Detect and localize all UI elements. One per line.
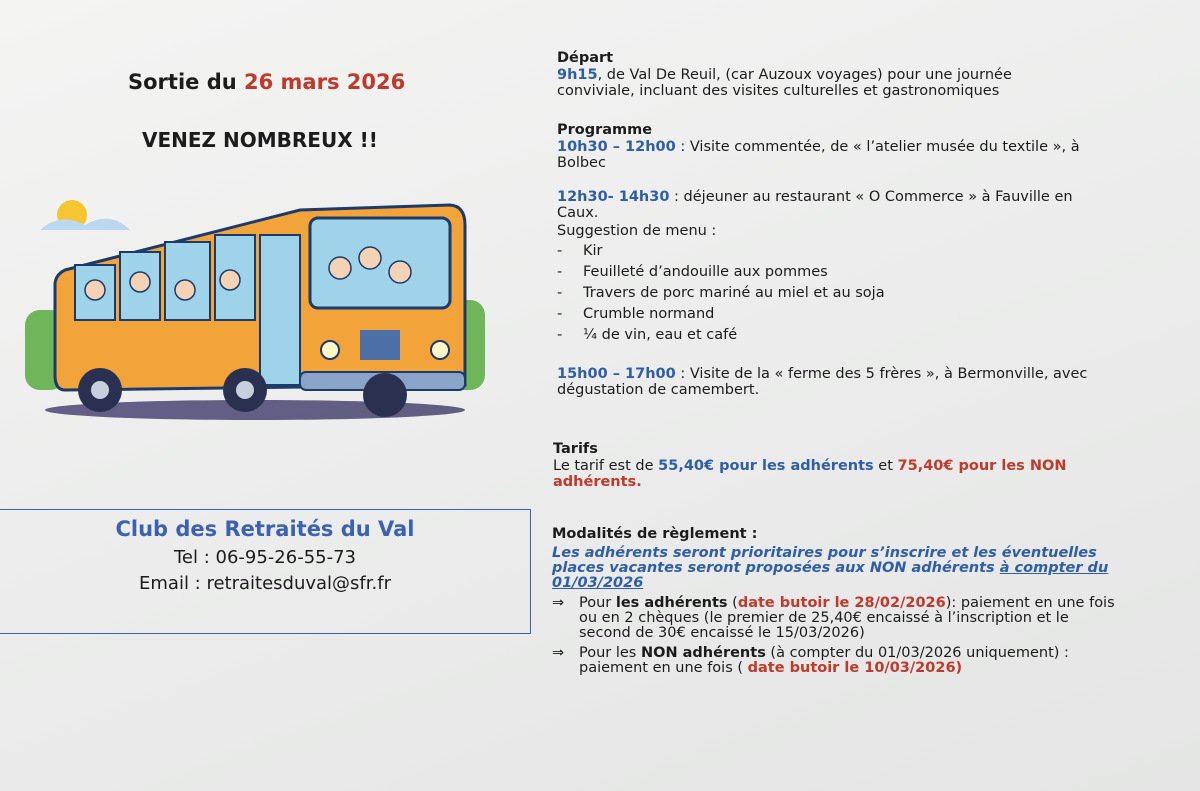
programme-heading: Programme — [557, 122, 653, 138]
arrow-icon: ⇒ — [552, 595, 565, 611]
reglement-heading: Modalités de règlement : — [552, 526, 758, 542]
reglement-section — [552, 526, 1122, 676]
payment-non-members: ⇒ Pour les NON adhérents (à compter du 01/03/2026 uniquement) : paiement en une fois ( date butoir le 10/03/2026) — [552, 645, 1069, 676]
menu-item: - Travers de porc mariné au miel et au soja — [557, 285, 885, 301]
depart-heading: Départ — [557, 50, 614, 66]
menu-list — [557, 241, 1117, 346]
programme-visit1: 10h30 – 12h00 : Visite commentée, de « l’atelier musée du textile », à Bolbec — [557, 139, 1080, 171]
event-subtitle: VENEZ NOMBREUX !! — [142, 128, 378, 152]
depart-text: 9h15, de Val De Reuil, (car Auzoux voyages) pour une journée conviviale, incluant des visites culturelles et gastronomiques — [557, 67, 1012, 99]
menu-item: - Crumble normand — [557, 306, 715, 322]
programme-visit2: 15h00 – 17h00 : Visite de la « ferme des 5 frères », à Bermonville, avec dégustation de camembert. — [557, 366, 1088, 398]
depart-section — [557, 50, 1117, 99]
menu-item: - Feuilleté d’andouille aux pommes — [557, 264, 828, 280]
club-name: Club des Retraités du Val — [115, 517, 415, 541]
tarifs-heading: Tarifs — [553, 441, 598, 457]
club-email: Email : retraitesduval@sfr.fr — [139, 573, 391, 594]
menu-item: - Kir — [557, 243, 603, 259]
programme-section — [557, 122, 1117, 398]
arrow-icon: ⇒ — [552, 645, 565, 661]
club-phone: Tel : 06-95-26-55-73 — [173, 547, 357, 568]
tarifs-section — [553, 441, 1113, 490]
menu-item: - ¼ de vin, eau et café — [557, 327, 738, 343]
tarifs-text: Le tarif est de 55,40€ pour les adhérents et 75,40€ pour les NON adhérents. — [553, 458, 1067, 490]
bus-illustration — [20, 190, 490, 425]
club-contact-box — [0, 509, 531, 634]
event-title: Sortie du 26 mars 2026 — [128, 70, 406, 94]
menu-label: Suggestion de menu : — [557, 223, 717, 239]
programme-lunch: 12h30- 14h30 : déjeuner au restaurant « O Commerce » à Fauville en Caux. — [557, 189, 1073, 221]
priority-note: Les adhérents seront prioritaires pour s’inscrire et les éventuelles places vacantes seront proposées aux NON adhérents à compter du 01/03/2026 — [552, 545, 1109, 591]
payment-members: ⇒ Pour les adhérents (date butoir le 28/02/2026): paiement en une fois ou en 2 chèques (le premier de 25,40€ encaissé à l’inscription et le second de 30€ encaissé le 15/03/2026) — [552, 595, 1115, 641]
